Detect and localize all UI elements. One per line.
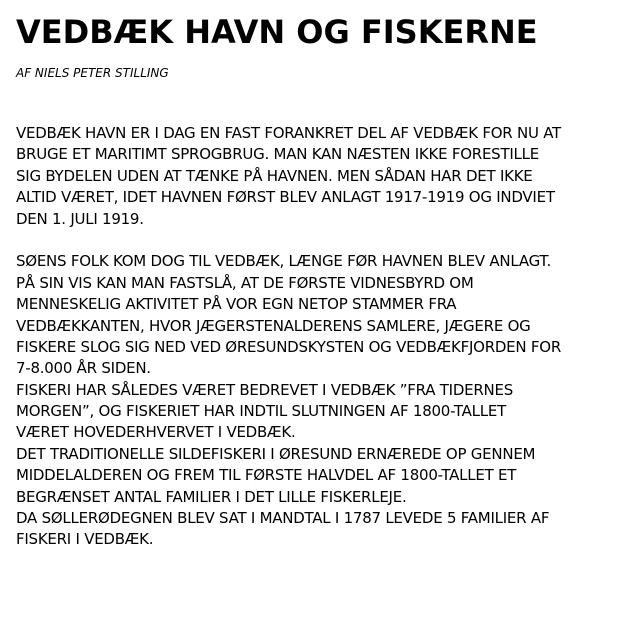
text-line: VÆRET HOVEDERHVERVET I VEDBÆK. <box>16 423 296 442</box>
text-line: DA SØLLERØDEGNEN BLEV SAT I MANDTAL I 1787 LEVEDE 5 FAMILIER AF <box>16 509 550 528</box>
text-line: SIG BYDELEN UDEN AT TÆNKE PÅ HAVNEN. MEN SÅDAN HAR DET IKKE <box>16 166 533 185</box>
paragraph-gap <box>16 230 621 251</box>
article-title: VEDBÆK HAVN OG FISKERNE <box>16 13 538 51</box>
text-line: FISKERE SLOG SIG NED VED ØRESUNDSKYSTEN OG VEDBÆKFJORDEN FOR <box>16 337 562 356</box>
text-line: DET TRADITIONELLE SILDEFISKERI I ØRESUND ERNÆREDE OP GENNEM <box>16 444 536 463</box>
paragraph-2 <box>16 251 621 550</box>
text-line: MENNESKELIG AKTIVITET PÅ VOR EGN NETOP STAMMER FRA <box>16 295 457 314</box>
paragraph-1 <box>16 123 621 230</box>
article-byline: AF NIELS PETER STILLING <box>16 66 169 80</box>
text-line: PÅ SIN VIS KAN MAN FASTSLÅ, AT DE FØRSTE VIDNESBYRD OM <box>16 273 474 292</box>
text-line: SØENS FOLK KOM DOG TIL VEDBÆK, LÆNGE FØR HAVNEN BLEV ANLAGT. <box>16 252 552 271</box>
article-body <box>16 123 621 551</box>
text-line: MORGEN”, OG FISKERIET HAR INDTIL SLUTNINGEN AF 1800-TALLET <box>16 402 506 421</box>
text-line: VEDBÆKKANTEN, HVOR JÆGERSTENALDERENS SAMLERE, JÆGERE OG <box>16 316 531 335</box>
text-line: BEGRÆNSET ANTAL FAMILIER I DET LILLE FISKERLEJE. <box>16 487 407 506</box>
text-line: BRUGE ET MARITIMT SPROGBRUG. MAN KAN NÆSTEN IKKE FORESTILLE <box>16 145 539 164</box>
text-line: DEN 1. JULI 1919. <box>16 209 144 228</box>
text-line: VEDBÆK HAVN ER I DAG EN FAST FORANKRET DEL AF VEDBÆK FOR NU AT <box>16 124 561 142</box>
text-line: FISKERI I VEDBÆK. <box>16 530 154 549</box>
text-line: MIDDELALDEREN OG FREM TIL FØRSTE HALVDEL AF 1800-TALLET ET <box>16 466 517 485</box>
text-line: ALTID VÆRET, IDET HAVNEN FØRST BLEV ANLAGT 1917-1919 OG INDVIET <box>16 188 555 207</box>
text-line: FISKERI HAR SÅLEDES VÆRET BEDREVET I VEDBÆK ”FRA TIDERNES <box>16 380 513 399</box>
text-line: 7-8.000 ÅR SIDEN. <box>16 359 151 378</box>
